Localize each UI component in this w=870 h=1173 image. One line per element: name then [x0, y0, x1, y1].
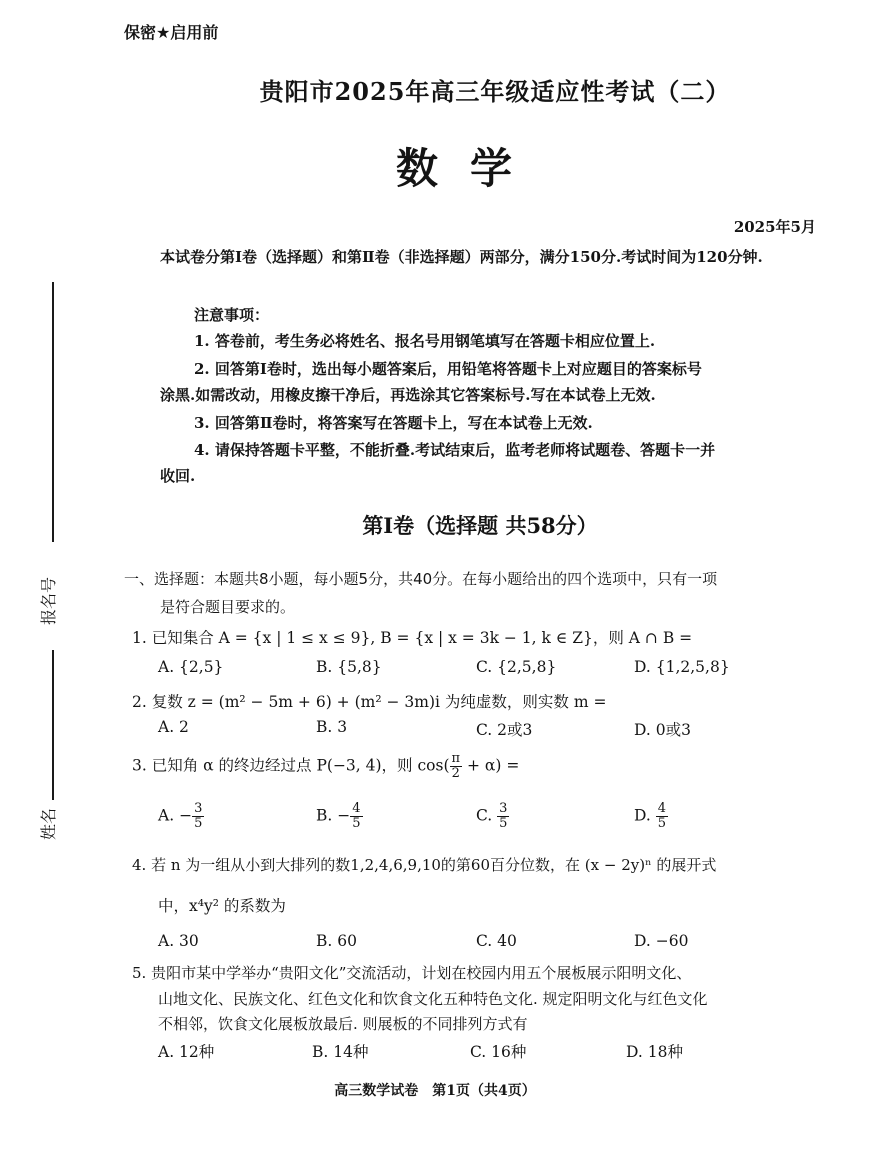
q3-a-sign: − [179, 806, 193, 825]
q3-a-den: 5 [194, 816, 203, 831]
q3-b-fraction [350, 802, 362, 831]
q5-option-d: D. 18种 [626, 1043, 683, 1061]
q3-c-den: 5 [499, 816, 508, 831]
q3-b-num: 4 [352, 801, 361, 816]
question-1-stem: 1. 已知集合 A = {x | 1 ≤ x ≤ 9}, B = {x | x = 3k − 1, k ∈ Z}，则 A ∩ B = [132, 629, 693, 647]
question-5-stem-1: 5. 贵阳市某中学举办“贵阳文化”交流活动，计划在校园内用五个展板展示阳明文化、 [132, 964, 692, 982]
q3-c-label: C. [476, 806, 493, 825]
part-instructions-1: 一、选择题：本题共8小题，每小题5分，共40分。在每小题给出的四个选项中，只有一项 [124, 570, 718, 588]
question-3-stem [132, 752, 519, 781]
q2-option-d: D. 0或3 [634, 721, 691, 739]
notice-item-3: 3. 回答第Ⅱ卷时，将答案写在答题卡上，写在本试卷上无效. [194, 414, 593, 432]
q3-a-label: A. [158, 806, 175, 825]
q4-option-a: A. 30 [158, 932, 199, 950]
q3-c-num: 3 [499, 801, 508, 816]
question-4-stem-2: 中，x⁴y² 的系数为 [158, 897, 286, 915]
notice-item-1: 1. 答卷前，考生务必将姓名、报名号用钢笔填写在答题卡相应位置上. [194, 332, 656, 350]
q3-c-fraction [497, 802, 509, 831]
notice-item-2b: 涂黑.如需改动，用橡皮擦干净后，再选涂其它答案标号.写在本试卷上无效. [160, 386, 656, 404]
q3-stem-post: + α) = [462, 756, 520, 775]
margin-fill-line-2 [52, 650, 54, 800]
q2-option-a: A. 2 [158, 718, 189, 736]
subject-title: 数学 [395, 144, 544, 193]
q3-stem-pre: 3. 已知角 α 的终边经过点 P(−3, 4)，则 cos( [132, 756, 450, 775]
q5-option-b: B. 14种 [312, 1043, 369, 1061]
question-4-stem-1: 4. 若 n 为一组从小到大排列的数1,2,4,6,9,10的第60百分位数，在 (x − 2y)ⁿ 的展开式 [132, 856, 717, 874]
notice-item-4b: 收回. [160, 467, 196, 485]
q5-option-c: C. 16种 [470, 1043, 527, 1061]
question-2-stem: 2. 复数 z = (m² − 5m + 6) + (m² − 3m)i 为纯虚数，则实数 m = [132, 693, 607, 711]
part-instructions-2: 是符合题目要求的。 [160, 598, 296, 616]
q3-b-den: 5 [352, 816, 361, 831]
q3-a-num: 3 [194, 801, 203, 816]
q3-option-b [316, 802, 363, 831]
page-footer: 高三数学试卷 第1页（共4页） [334, 1083, 536, 1099]
question-5-stem-2: 山地文化、民族文化、红色文化和饮食文化五种特色文化. 规定阳明文化与红色文化 [158, 990, 708, 1008]
q3-frac-den: 2 [451, 766, 460, 781]
q3-a-fraction [192, 802, 204, 831]
exam-title: 贵阳市2025年高三年级适应性考试（二） [259, 77, 731, 106]
q1-option-a: A. {2,5} [158, 658, 224, 676]
q3-option-a [158, 802, 204, 831]
q3-option-d [634, 802, 668, 831]
q3-b-label: B. [316, 806, 333, 825]
q1-option-b: B. {5,8} [316, 658, 382, 676]
section-title: 第Ⅰ卷（选择题 共58分） [362, 513, 598, 538]
notice-item-2a: 2. 回答第Ⅰ卷时，选出每小题答案后，用铅笔将答题卡上对应题目的答案标号 [194, 360, 702, 378]
q3-d-den: 5 [657, 816, 667, 831]
q1-option-c: C. {2,5,8} [476, 658, 557, 676]
q3-option-c [476, 802, 509, 831]
question-5-stem-3: 不相邻，饮食文化展板放最后. 则展板的不同排列方式有 [158, 1015, 528, 1033]
confidential-label: 保密★启用前 [124, 23, 219, 42]
margin-fill-line-1 [52, 282, 54, 542]
q4-option-c: C. 40 [476, 932, 517, 950]
q4-option-d: D. −60 [634, 932, 689, 950]
registration-number-label: 报名号 [39, 576, 58, 625]
q2-option-b: B. 3 [316, 718, 348, 736]
q4-option-b: B. 60 [316, 932, 357, 950]
q5-option-a: A. 12种 [158, 1043, 215, 1061]
q2-option-c: C. 2或3 [476, 721, 533, 739]
q3-d-fraction [656, 802, 668, 831]
q3-d-num: 4 [657, 801, 667, 816]
q3-d-label: D. [634, 806, 651, 825]
q3-b-sign: − [337, 806, 351, 825]
q3-stem-fraction [450, 752, 463, 781]
name-label: 姓名 [39, 807, 58, 840]
q3-frac-num: π [451, 751, 461, 766]
q1-option-d: D. {1,2,5,8} [634, 658, 730, 676]
exam-date: 2025年5月 [733, 218, 816, 236]
notice-title: 注意事项： [194, 306, 270, 324]
notice-item-4a: 4. 请保持答题卡平整，不能折叠.考试结束后，监考老师将试题卷、答题卡一并 [194, 441, 716, 459]
intro-paragraph: 本试卷分第Ⅰ卷（选择题）和第Ⅱ卷（非选择题）两部分，满分150分.考试时间为120分钟. [160, 248, 763, 266]
